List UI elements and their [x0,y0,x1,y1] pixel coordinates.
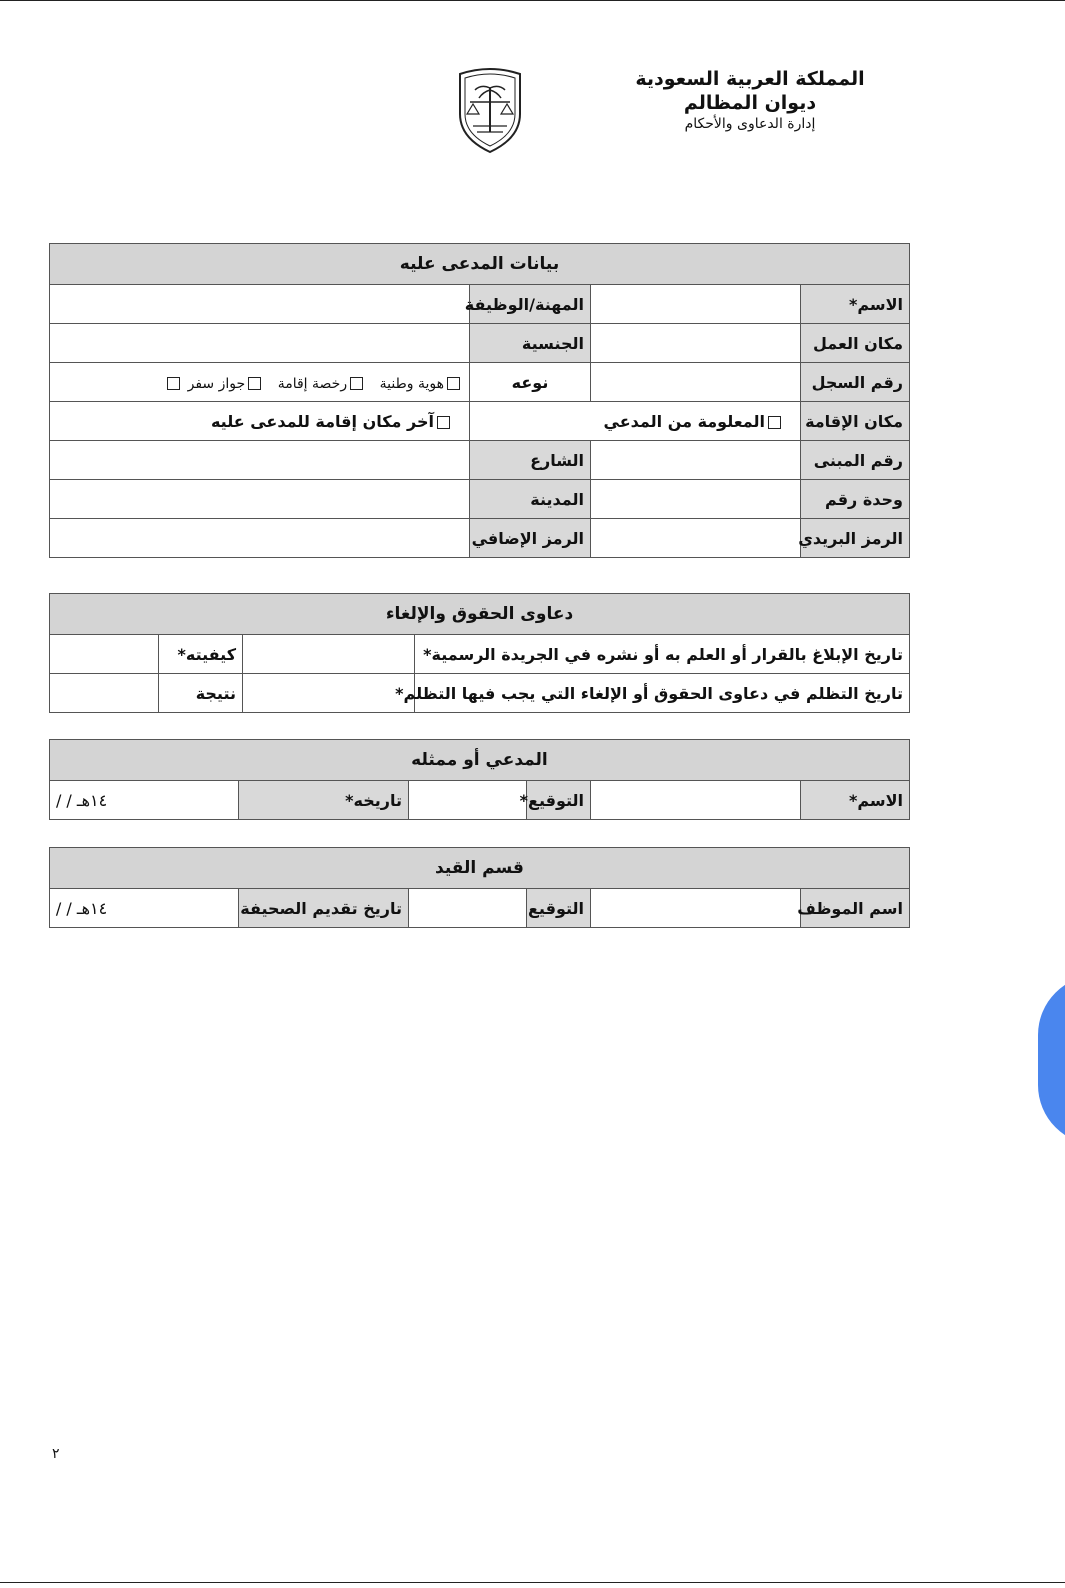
building-field[interactable] [591,441,801,480]
notification-date-field[interactable] [243,635,415,674]
result-field[interactable] [50,674,159,713]
defendant-section [50,243,910,558]
registry-signature-field[interactable] [409,889,527,928]
page-number: ٢ [52,1446,60,1462]
plaintiff-section [50,739,910,820]
plaintiff-date-field[interactable]: / / ١٤هـ [49,781,238,820]
postal-label: الرمز البريدي [801,519,910,558]
id-type-residence[interactable]: رخصة إقامة [278,376,366,392]
job-field[interactable] [50,285,470,324]
city-field[interactable] [50,480,470,519]
agency-name: ديوان المظالم [683,91,817,114]
grievance-date-label: تاريخ التظلم في دعاوى الحقوق أو الإلغاء التي يجب فيها التظلم* [415,674,910,713]
registry-section [50,847,910,928]
workplace-field[interactable] [591,324,801,363]
bottom-border [0,1582,1065,1583]
id-type-options [50,363,470,402]
registry-signature-label: التوقيع [527,889,591,928]
record-number-label: رقم السجل [801,363,910,402]
notification-date-label: تاريخ الإبلاغ بالقرار أو العلم به أو نشره في الجريدة الرسمية* [415,635,910,674]
plaintiff-section-title: المدعي أو ممثله [49,740,909,781]
checkbox-icon[interactable] [437,416,450,429]
organization-header [620,68,880,133]
postal-field[interactable] [591,519,801,558]
additional-code-field[interactable] [50,519,470,558]
registry-section-title: قسم القيد [49,848,909,889]
record-number-field[interactable] [591,363,801,402]
submission-date-label: تاريخ تقديم الصحيفة [239,889,409,928]
rights-section [50,593,910,713]
defendant-section-title: بيانات المدعى عليه [50,244,910,285]
method-field[interactable] [50,635,159,674]
employee-name-field[interactable] [591,889,801,928]
additional-code-label: الرمز الإضافي [470,519,591,558]
nationality-field[interactable] [50,324,470,363]
unit-label: وحدة رقم [801,480,910,519]
top-border [0,0,1065,1]
rights-section-title: دعاوى الحقوق والإلغاء [50,594,910,635]
floating-action-circle[interactable] [1038,975,1065,1145]
workplace-label: مكان العمل [801,324,910,363]
checkbox-icon[interactable] [350,377,363,390]
id-type-national[interactable]: هوية وطنية [380,376,463,392]
plaintiff-signature-label: التوقيع* [527,781,591,820]
unit-field[interactable] [591,480,801,519]
method-label: كيفيته* [159,635,243,674]
grievance-date-field[interactable] [243,674,415,713]
checkbox-icon[interactable] [248,377,261,390]
submission-date-field[interactable]: / / ١٤هـ [49,889,238,928]
residence-label: مكان الإقامة [801,402,910,441]
street-label: الشارع [470,441,591,480]
name-label: الاسم* [801,285,910,324]
residence-option-last[interactable]: آخر مكان إقامة للمدعى عليه [50,402,470,441]
plaintiff-date-label: تاريخه* [239,781,409,820]
name-field[interactable] [591,285,801,324]
id-type-passport[interactable]: جواز سفر [164,376,264,392]
department-name: إدارة الدعاوى والأحكام [684,115,816,132]
city-label: المدينة [470,480,591,519]
country-name: المملكة العربية السعودية [635,68,865,90]
residence-option-known[interactable]: المعلومة من المدعي [470,402,801,441]
type-label: نوعه [470,363,591,402]
building-label: رقم المبنى [801,441,910,480]
result-label: نتيجة [159,674,243,713]
employee-name-label: اسم الموظف [801,889,910,928]
checkbox-icon[interactable] [768,416,781,429]
checkbox-icon[interactable] [447,377,460,390]
street-field[interactable] [50,441,470,480]
job-label: المهنة/الوظيفة [470,285,591,324]
checkbox-icon[interactable] [167,377,180,390]
plaintiff-name-field[interactable] [591,781,801,820]
plaintiff-signature-field[interactable] [409,781,527,820]
emblem-seal-icon [455,66,525,154]
plaintiff-name-label: الاسم* [801,781,910,820]
nationality-label: الجنسية [470,324,591,363]
